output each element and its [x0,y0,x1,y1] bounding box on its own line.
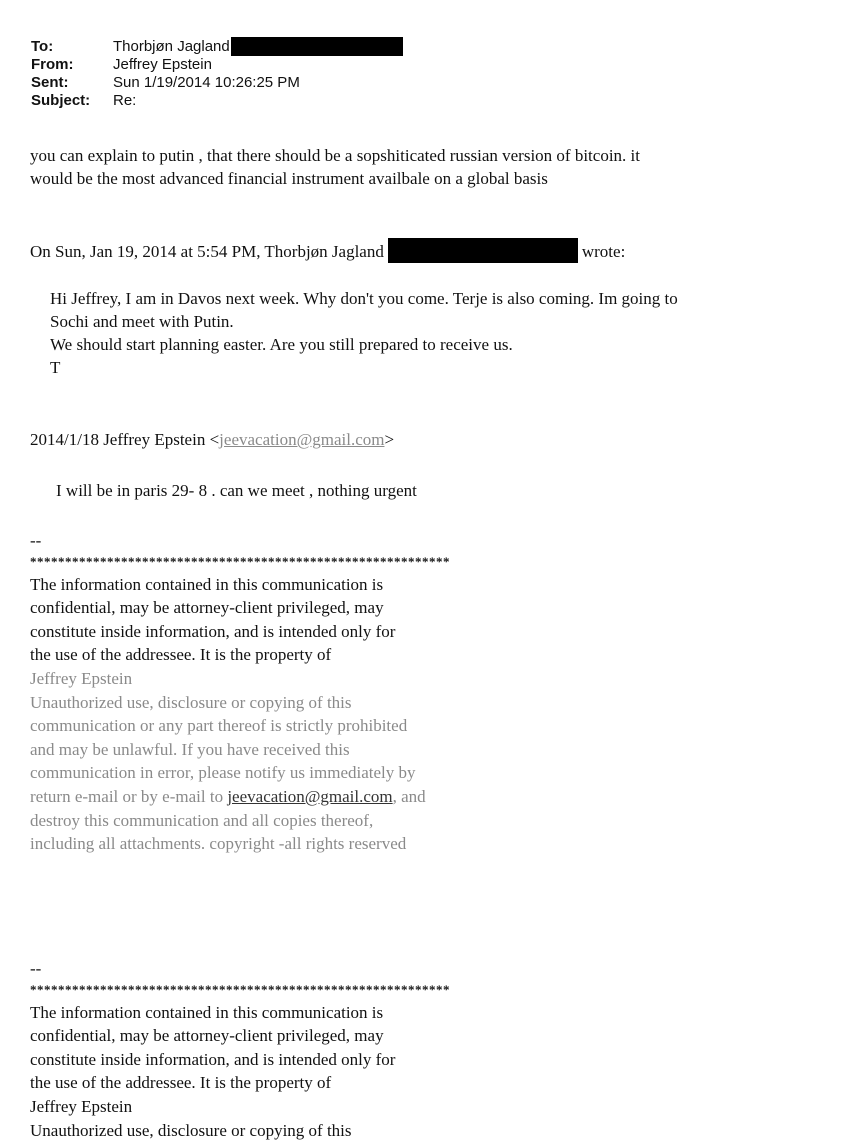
date-line-suffix: > [384,430,395,449]
confidentiality-footer [30,529,450,856]
footer-line: Unauthorized use, disclosure or copying of this [30,1120,352,1140]
footer-text: , and [392,786,426,806]
email-link[interactable]: jeevacation@gmail.com [219,430,385,449]
to-row [31,38,403,56]
footer-dashes: -- [30,959,42,978]
earlier-attribution [30,428,394,451]
subject-label: Subject: [31,92,91,109]
footer-line: including all attachments. copyright -all rights reserved [30,834,407,854]
footer-line [30,785,450,809]
to-name: Thorbjøn Jagland [113,38,230,55]
footer-line: The information contained in this communication is [30,1002,384,1022]
footer-dashes: -- [30,531,42,550]
attribution-prefix: On Sun, Jan 19, 2014 at 5:54 PM, Thorbjøn Jagland [30,242,384,261]
earlier-message: I will be in paris 29- 8 . can we meet , nothing urgent [56,481,417,500]
quoted-line: Hi Jeffrey, I am in Davos next week. Why don't you come. Terje is also coming. Im going to [50,289,678,308]
email-link[interactable]: jeevacation@gmail.com [227,786,393,806]
footer-line: communication in error, please notify us immediately by [30,763,416,783]
quoted-line: We should start planning easter. Are you still prepared to receive us. [50,335,513,354]
footer-stars: ************************************************************ [30,553,450,569]
message-body [30,144,640,190]
footer-stars: ************************************************************ [30,981,450,997]
footer-line: Jeffrey Epstein [30,668,133,688]
from-label: From: [31,56,74,73]
to-label: To: [31,38,54,55]
footer-line: the use of the addressee. It is the property of [30,1073,332,1093]
subject-value: Re: [113,92,137,109]
footer-line: confidential, may be attorney-client privileged, may [30,1026,384,1046]
footer-line: The information contained in this communication is [30,574,384,594]
redaction-bar [388,238,578,263]
email-header [31,38,403,110]
footer-line: confidential, may be attorney-client privileged, may [30,598,384,618]
attribution-suffix: wrote: [581,242,626,261]
from-value: Jeffrey Epstein [113,56,212,73]
confidentiality-footer-repeat [30,957,450,1142]
footer-line: Jeffrey Epstein [30,1096,133,1116]
reply-attribution [30,238,625,263]
footer-line: and may be unlawful. If you have received this [30,739,350,759]
body-line: you can explain to putin , that there should be a sopshiticated russian version of bitcoin. it [30,146,640,165]
quoted-line: Sochi and meet with Putin. [50,312,234,331]
subject-row [31,92,403,110]
footer-line: Unauthorized use, disclosure or copying of this [30,692,352,712]
sent-value: Sun 1/19/2014 10:26:25 PM [113,74,300,91]
body-line: would be the most advanced financial instrument availbale on a global basis [30,169,548,188]
footer-line: communication or any part thereof is strictly prohibited [30,716,408,736]
from-row [31,56,403,74]
redaction-bar [231,37,403,56]
footer-line: the use of the addressee. It is the property of [30,645,332,665]
footer-line: destroy this communication and all copies thereof, [30,810,374,830]
footer-text: return e-mail or by e-mail to [30,786,228,806]
footer-line: constitute inside information, and is intended only for [30,621,396,641]
quoted-line: T [50,358,61,377]
sent-row [31,74,403,92]
quoted-message [50,287,678,379]
to-value [113,38,403,56]
footer-line: constitute inside information, and is intended only for [30,1049,396,1069]
sent-label: Sent: [31,74,69,91]
date-line-prefix: 2014/1/18 Jeffrey Epstein < [30,430,220,449]
